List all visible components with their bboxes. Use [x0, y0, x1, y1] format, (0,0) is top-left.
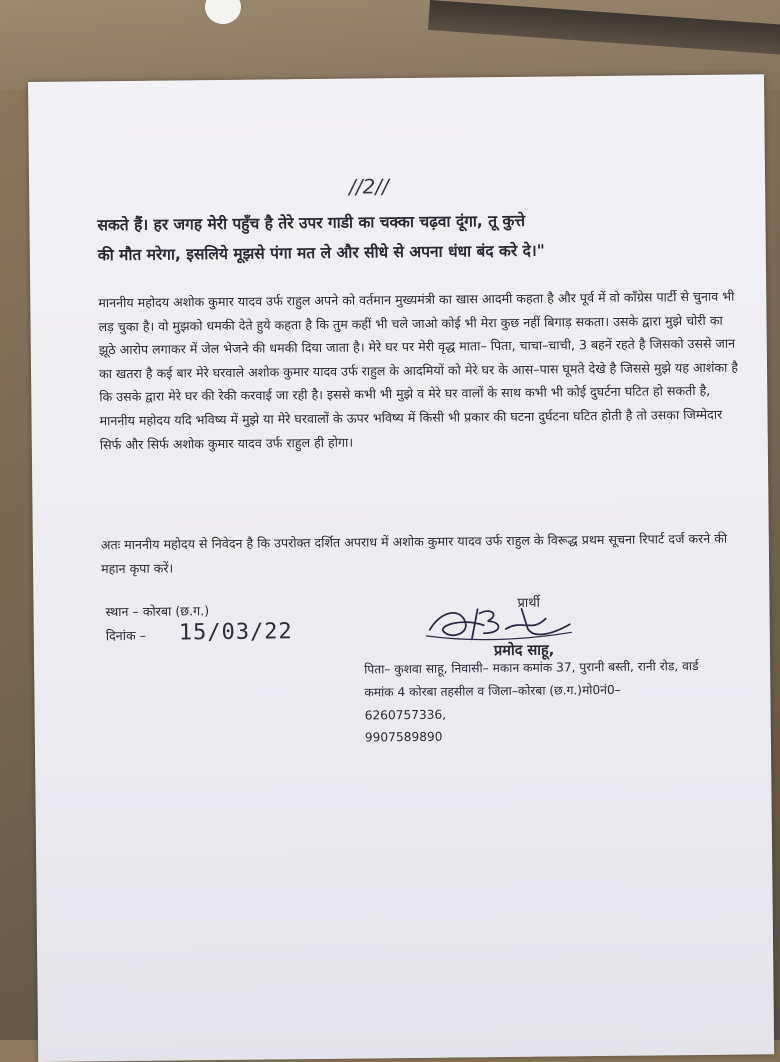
bold-quote-line-1: सकते हैं। हर जगह मेरी पहुँच है तेरे उपर गाडी का चक्का चढ़वा दूंगा, तू कुत्ते — [97, 211, 526, 235]
applicant-phone-2: 9907589890 — [364, 729, 443, 745]
bold-quote-line-2: की मौत मरेगा, इसलिये मूझसे पंगा मत ले और सीधे से अपना धंधा बंद करे दे।" — [97, 241, 545, 265]
page-number-marker: //2// — [348, 174, 389, 199]
handwritten-date: 15/03/22 — [178, 619, 293, 646]
applicant-address: पिता– कुशवा साहू, निवासी– मकान कमांक 37, पुरानी बस्ती, रानी रोड, वार्ड कमांक 4 कोरबा तहसील व जिला–कोरबा (छ.ग.)मो0नं0– 6260757336, — [364, 659, 699, 723]
applicant-name: प्रमोद साहू, — [493, 642, 555, 660]
place-line: स्थान – कोरबा (छ.ग.) — [105, 603, 210, 620]
signature — [421, 598, 581, 646]
applicant-label: प्रार्थी — [517, 595, 541, 611]
date-label: दिनांक – — [105, 627, 147, 644]
complaint-paragraph: माननीय महोदय अशोक कुमार यादव उर्फ राहुल अपने को वर्तमान मुख्यमंत्री का खास आदमी कहता है और पूर्व में वो कॉंग्रेस पार्टी से चुनाव भी लड़ चुका है। वो मुझको धमकी देते हुये कहता है कि तुम कहीं भी चले जाओ कोई भी मेरा कुछ नहीं बिगाड़ सकता। उसके द्वारा मुझे चोरी का झूठे आरोप लगाकर में जेल भेजने की धमकी दिया जाता है। मेरे घर पर मेरी वृद्ध माता– पिता, चाचा–चाची, 3 बहनें रहते है जिसको उससे जान का खतरा है कई बार मेरे घरवाले अशोक कुमार यादव उर्फ राहुल के आदमियों को मेरे घर के आस–पास घूमते देखे है जिससे मुझे यह आशंका है कि उसके द्वारा मेरे घर की रेकी करवाई जा रही है। इससे कभी भी मुझे व मेरे घर वालों के साथ कभी भी कोई दुघर्टना घटित हो सकती है, माननीय महोदय यदि भविष्य में मुझे या मेरे घरवालों के ऊपर भविष्य में किसी भी प्रकार की घटना दुर्घटना घटित होती है तो उसका जिम्मेदार सिर्फ और सिर्फ अशोक कुमार यादव उर्फ राहुल ही होगा। — [98, 288, 739, 452]
document-page — [28, 74, 774, 1062]
request-paragraph: अतः माननीय महोदय से निवेदन है कि उपरोक्त दर्शित अपराध में अशोक कुमार यादव उर्फ राहुल के विरूद्ध प्रथम सूचना रिपार्ट दर्ज करने की महान कृपा करें। — [100, 530, 728, 576]
